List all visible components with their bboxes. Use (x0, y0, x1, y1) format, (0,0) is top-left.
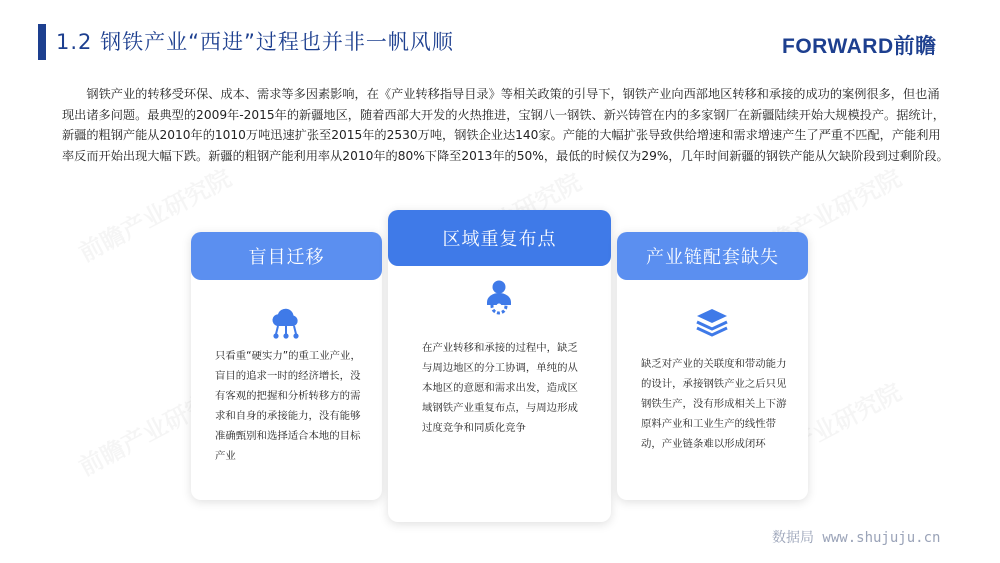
card-title: 区域重复布点 (442, 229, 557, 250)
card-text: 只看重“硬实力”的重工业产业，盲目的追求一时的经济增长，没有客观的把握和分析转移方的需求和自身的承接能力，没有能够准确甄别和选择适合本地的目标产业 (215, 350, 361, 462)
card-text: 在产业转移和承接的过程中，缺乏与周边地区的分工协调，单纯的从本地区的意愿和需求出发，造成区域钢铁产业重复布点，与周边形成过度竞争和同质化竞争 (422, 342, 578, 434)
card-header (388, 210, 611, 266)
page-title: 1.2 钢铁产业“西进”过程也并非一帆风顺 (56, 30, 454, 54)
forward-logo: FORWARD前瞻 (782, 35, 937, 58)
footer-source: 数据局 www.shujuju.cn (772, 530, 941, 546)
card-title: 产业链配套缺失 (646, 247, 779, 268)
card-blind-migration (191, 232, 382, 500)
intro-paragraph: 钢铁产业的转移受环保、成本、需求等多因素影响，在《产业转移指导目录》等相关政策的引导下，钢铁产业向西部地区转移和承接的成功的案例很多，但也涌现出诸多问题。最典型的2009年-2015年的新疆地区，随着西部大开发的火热推进，宝钢八一钢铁、新兴铸管在内的多家钢厂在新疆陆续开始大规模投产。据统计，新疆的粗钢产能从2010年的1010万吨迅速扩张至2015年的2530万吨，钢铁企业达140家。产能的大幅扩张导致供给增速和需求增速产生了严重不匹配，产能利用率反而开始出现大幅下跌。新疆的粗钢产能利用率从2010年的80%下降至2013年的50%，最低的时候仅为29%，几年时间新疆的钢铁产能从欠缺阶段到过剩阶段。 (62, 87, 949, 163)
card-regional-duplication (388, 210, 611, 522)
person-gear-icon (479, 276, 519, 320)
card-header (191, 232, 382, 280)
title-accent-bar (38, 24, 46, 60)
layers-icon (694, 306, 730, 344)
cloud-network-icon (268, 306, 304, 346)
card-industry-chain-gap (617, 232, 808, 500)
card-title: 盲目迁移 (248, 247, 325, 268)
card-text: 缺乏对产业的关联度和带动能力的设计，承接钢铁产业之后只见钢铁生产，没有形成相关上下游原料产业和工业生产的线性带动，产业链条难以形成闭环 (641, 358, 787, 450)
card-header (617, 232, 808, 280)
